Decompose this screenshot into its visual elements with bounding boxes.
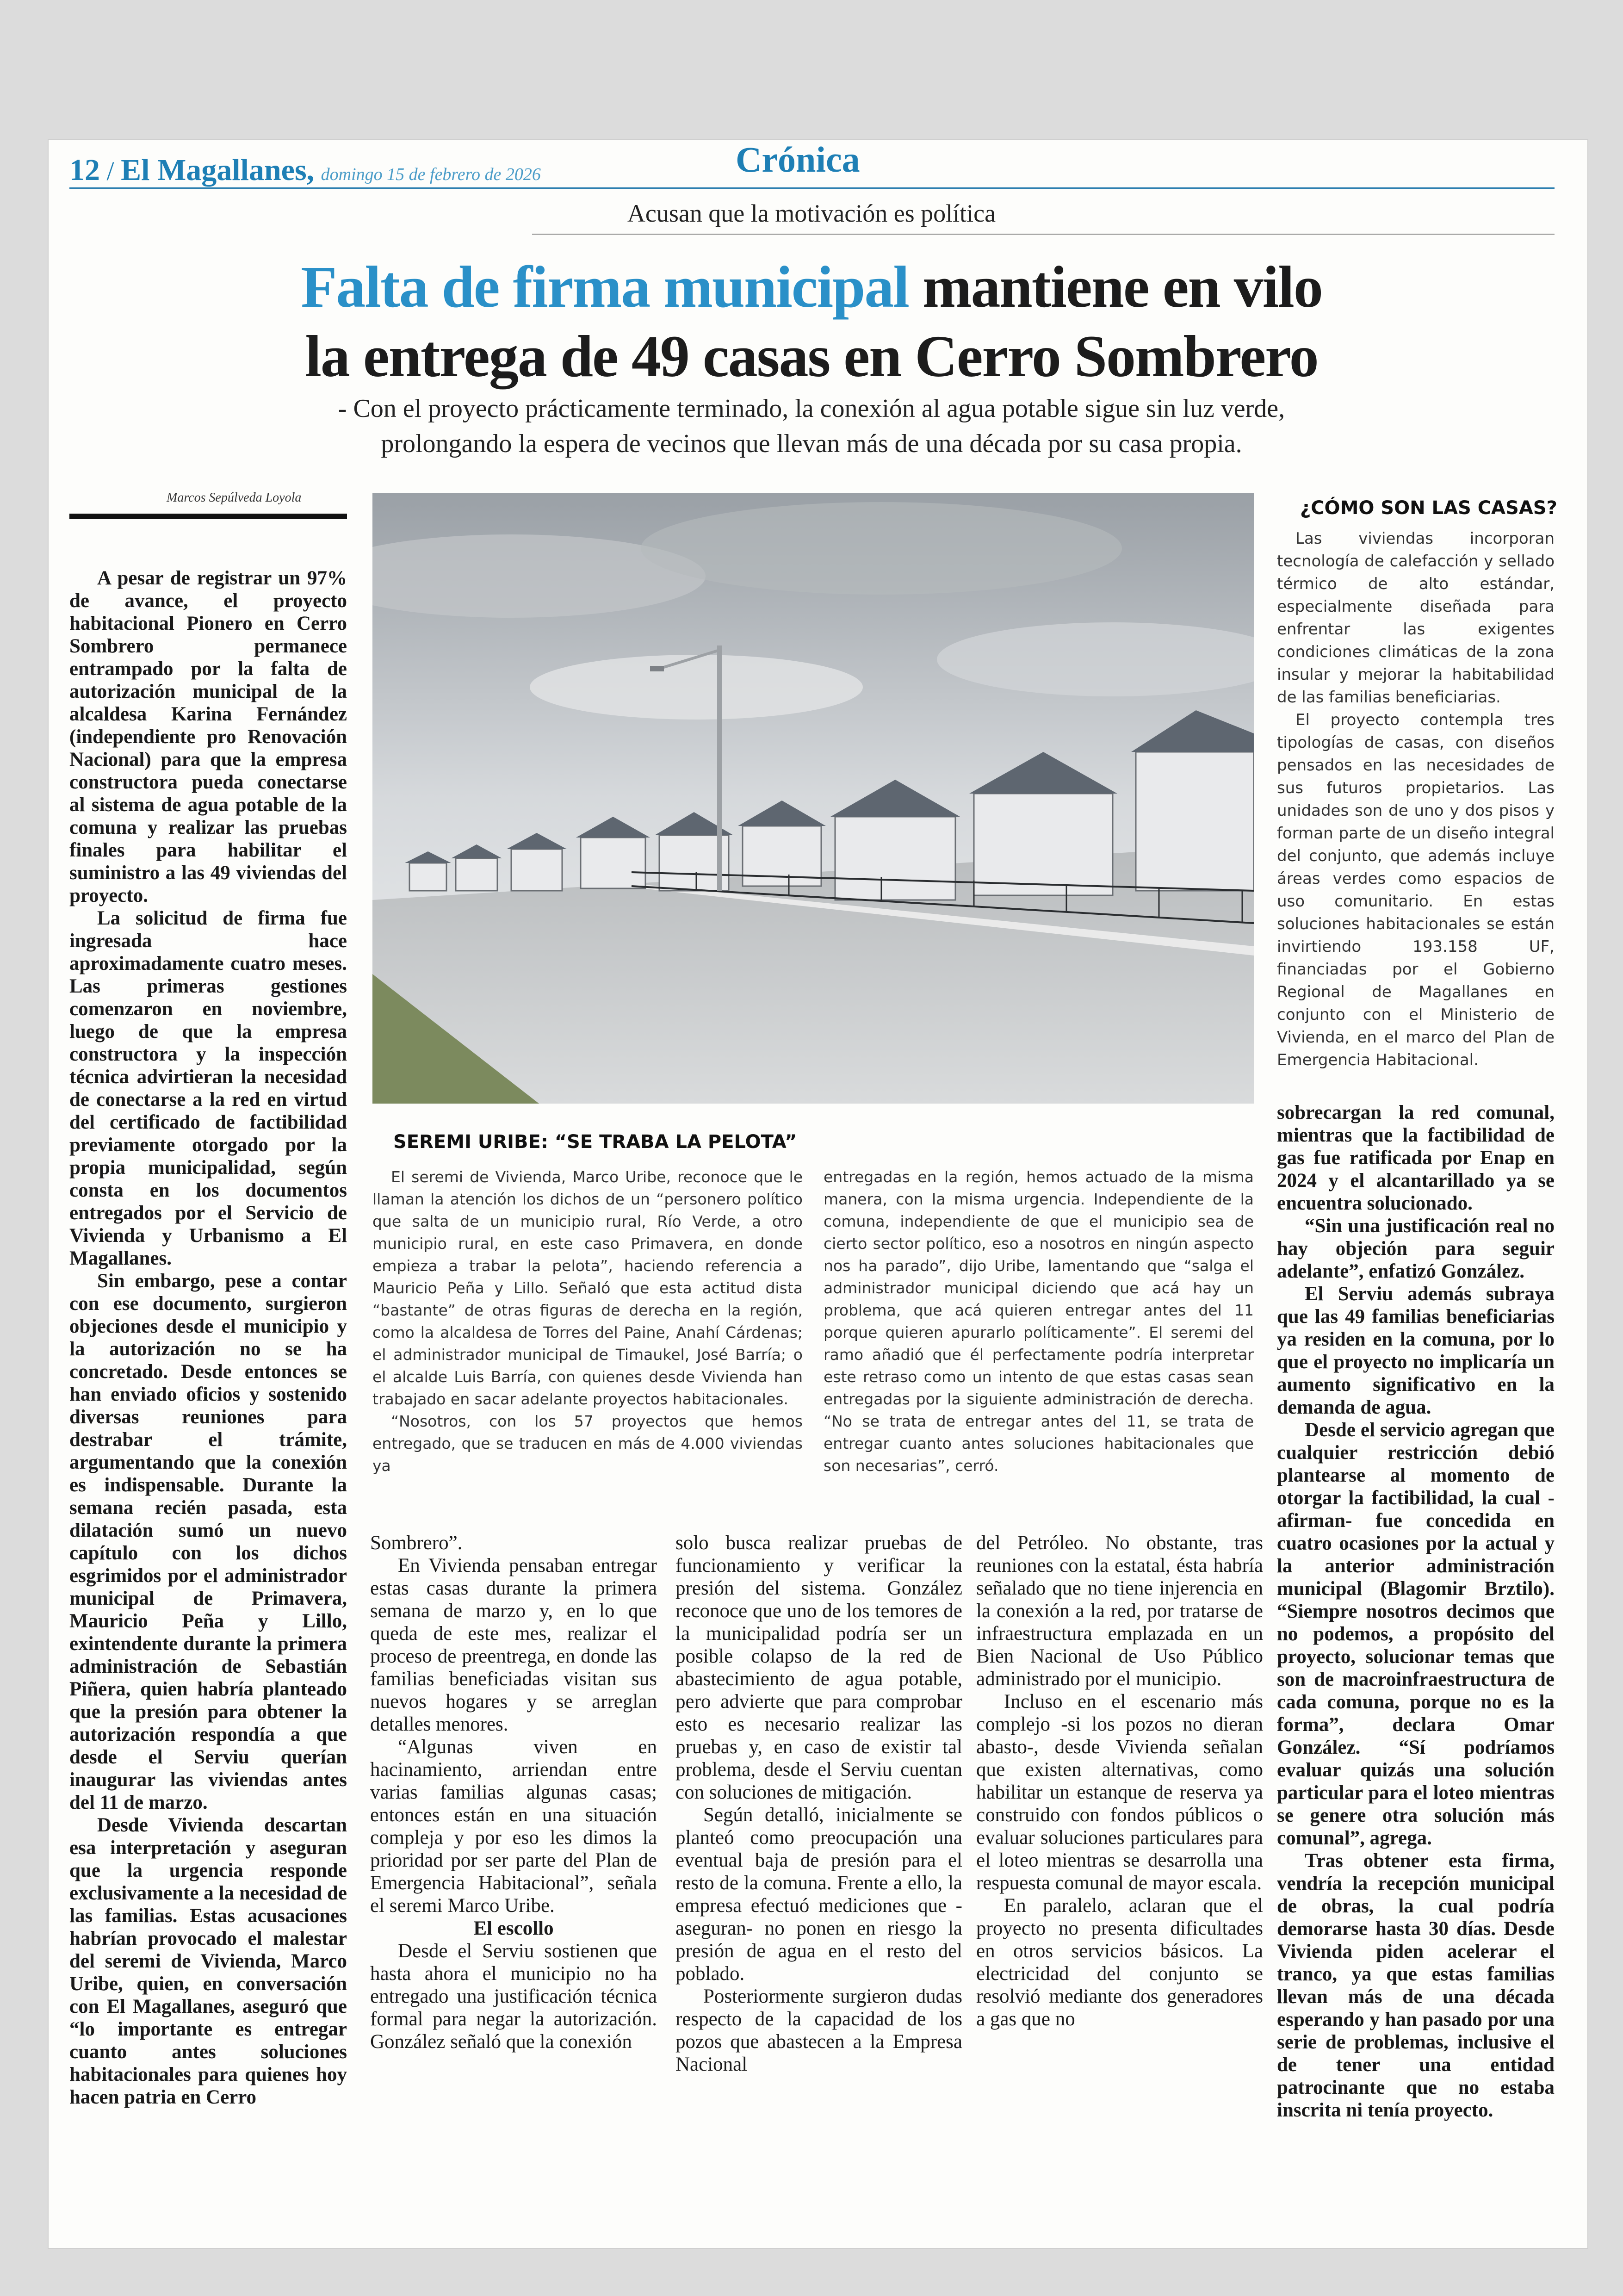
uribe-subhead: SEREMI URIBE: “SE TRABA LA PELOTA” xyxy=(393,1131,797,1153)
paragraph: Según detalló, inicialmente se planteó como preocupación una eventual baja de presión para el resto de la comuna. Frente a ello, la empresa efectuó mediciones que -aseguran- no ponen en riesgo la presión de agua en el resto del poblado. xyxy=(675,1804,962,1985)
deck-line-2: prolongando la espera de vecinos que llevan más de una década por su casa propia. xyxy=(381,429,1242,458)
paragraph: sobrecargan la red comunal, mientras que la factibilidad de gas fue ratificada por Enap en 2024 y el alcantarillado ya se encuentra solucionado. xyxy=(1277,1102,1555,1214)
uribe-column-a xyxy=(372,1166,803,1477)
page-folio xyxy=(69,153,541,188)
issue-date: domingo 15 de febrero de 2026 xyxy=(321,165,541,184)
paragraph: En paralelo, aclaran que el proyecto no presenta dificultades en otros servicios básicos. La electricidad del conjunto se resolvió mediante dos generadores a gas que no xyxy=(976,1895,1263,2030)
paragraph: del Petróleo. No obstante, tras reuniones con la estatal, ésta habría señalado que no tiene injerencia en la conexión a la red, por tratarse de infraestructura emplazada en un Bien Nacional de Uso Público administrado por el municipio. xyxy=(976,1532,1263,1690)
paragraph: Desde Vivienda descartan esa interpretación y aseguran que la urgencia responde exclusivamente a la necesidad de las familias. Estas acusaciones habrían provocado el malestar del seremi de Vivienda, Marco Uribe, quien, en conversación con El Magallanes, aseguró que “lo importante es entregar cuanto antes soluciones habitacionales para quienes hoy hacen patria en Cerro xyxy=(69,1814,347,2108)
byline: Marcos Sepúlveda Loyola xyxy=(167,490,302,505)
paragraph: La solicitud de firma fue ingresada hace aproximadamente cuatro meses. Las primeras gestiones comenzaron en noviembre, luego de que la empresa constructora y la inspección técnica advirtieran la necesidad de conectarse a la red en virtud del certificado de factibilidad previamente otorgado por la propia municipalidad, según consta en los documentos entregados por el Servicio de Vivienda y Urbanismo a El Magallanes. xyxy=(69,907,347,1269)
header-rule xyxy=(69,187,1555,189)
paragraph: Sombrero”. xyxy=(370,1532,463,1554)
page-number: 12 xyxy=(69,153,100,187)
paragraph: Posteriormente surgieron dudas respecto de la capacidad de los pozos que abastecen a la Empresa Nacional xyxy=(675,1986,962,2075)
paragraph: “Nosotros, con los 57 proyectos que hemos entregado, que se traducen en más de 4.000 viviendas ya xyxy=(372,1412,803,1475)
kicker-rule xyxy=(532,234,1555,235)
paragraph: solo busca realizar pruebas de funcionamiento y verificar la presión del sistema. González reconoce que uno de los temores de la municipalidad podría ser un posible colapso de la red de abastecimiento de agua potable, pero advierte que para comprobar esto es necesario realizar las pruebas y, en caso de existir tal problema, desde el Serviu cuentan con soluciones de mitigación. xyxy=(675,1532,962,1803)
column-4 xyxy=(976,1532,1263,2030)
paper-name: El Magallanes, xyxy=(121,153,315,187)
byline-rule xyxy=(69,514,347,519)
headline-highlight: Falta de firma municipal xyxy=(301,254,909,320)
paragraph: Tras obtener esta firma, vendría la recepción municipal de obras, la cual podría demorarse hasta 30 días. Desde Vivienda piden acelerar el tranco, ya que estas familias llevan más de una década esperando y han pasado por una serie de problemas, inclusive el de tener una entidad patrocinante que no estaba inscrita ni tenía proyecto. xyxy=(1277,1850,1555,2121)
column-5 xyxy=(1277,1101,1555,2122)
deck xyxy=(0,391,1623,461)
uribe-column-b xyxy=(824,1166,1254,1477)
headline-rest: mantiene en vilo xyxy=(908,254,1322,320)
paragraph: “Sin una justificación real no hay objeción para seguir adelante”, enfatizó González. xyxy=(1277,1215,1555,1282)
paragraph: Desde el servicio agregan que cualquier restricción debió plantearse al momento de otorgar la factibilidad, la cual -afirman- fue concedida en cuatro ocasiones por la actual y la anterior administración municipal (Blagomir Brztilo). “Siempre nosotros decimos que no podemos, a propósito del proyecto, solucionar temas que son de macroinfraestructura de cada comuna, porque no es la forma”, declara Omar González. “Sí podríamos evaluar quizás una solución particular para el loteo mientras se genere otra solución más comunal”, agrega. xyxy=(1277,1419,1555,1849)
column-2 xyxy=(370,1532,657,2053)
paragraph: Incluso en el escenario más complejo -si los pozos no dieran abasto-, desde Vivienda señalan que existen alternativas, como habilitar un estanque de reserva ya construido con fondos públicos o evaluar soluciones particulares para el loteo mientras se desarrolla una respuesta comunal de mayor escala. xyxy=(976,1691,1263,1894)
scan-margin xyxy=(0,0,1623,139)
folio-separator: / xyxy=(106,156,114,186)
paragraph: El Serviu además subraya que las 49 familias beneficiarias ya residen en la comuna, por lo que el proyecto no implicaría un aumento significativo en la demanda de agua. xyxy=(1277,1283,1555,1418)
paragraph: Desde el Serviu sostienen que hasta ahora el municipio no ha entregado una justificación técnica formal para negar la autorización. González señaló que la conexión xyxy=(370,1940,657,2053)
housing-photo xyxy=(372,493,1254,1104)
escollo-subhead: El escollo xyxy=(473,1917,554,1939)
headline-line-2: la entrega de 49 casas en Cerro Sombrero xyxy=(305,323,1318,389)
paragraph: El proyecto contempla tres tipologías de casas, con diseños pensados en las necesidades de sus futuros propietarios. Las unidades son de uno y dos pisos y forman parte de un diseño integral del conjunto, que además incluye áreas verdes como espacios de uso comunitario. En estas soluciones habitacionales se están invirtiendo 193.158 UF, financiadas por el Gobierno Regional de Magallanes en conjunto con el Ministerio de Vivienda, en el marco del Plan de Emergencia Habitacional. xyxy=(1277,711,1555,1069)
headline xyxy=(0,252,1623,391)
casas-box-title: ¿CÓMO SON LAS CASAS? xyxy=(1300,497,1557,519)
paragraph: En Vivienda pensaban entregar estas casas durante la primera semana de marzo y, en lo que queda de este mes, realizar el proceso de preentrega, en donde las familias beneficiadas visitan sus nuevos hogares y se arreglan detalles menores. xyxy=(370,1555,657,1735)
column-3 xyxy=(675,1532,962,2076)
paragraph: El seremi de Vivienda, Marco Uribe, reconoce que le llaman la atención los dichos de un “personero político que salta de un municipio rural, Río Verde, a otro municipio rural, en este caso Primavera, en donde empieza a trabar la pelota”, haciendo referencia a Mauricio Peña y Lillo. Señaló que esta actitud dista “bastante” de otras figuras de derecha en la región, como la alcaldesa de Torres del Paine, Anahí Cárdenas; el administrador municipal de Timaukel, José Barría; o el alcalde Luis Barría, con quienes desde Vivienda han trabajado en sacar adelante proyectos habitacionales. xyxy=(372,1168,803,1408)
paragraph: Sin embargo, pese a contar con ese documento, surgieron objeciones desde el municipio y la autorización no se ha concretado. Desde entonces se han enviado oficios y sostenido diversas reuniones para destrabar el trámite, argumentando que la conexión es indispensable. Durante la semana recién pasada, esta dilatación sumó un nuevo capítulo con los dichos esgrimidos por el administrador municipal de Primavera, Mauricio Peña y Lillo, exintendente durante la primera administración de Sebastián Piñera, quien habría planteado que la presión para obtener la autorización respondía a que desde el Serviu querían inaugurar las viviendas antes del 11 de marzo. xyxy=(69,1270,347,1813)
deck-line-1: - Con el proyecto prácticamente terminado, la conexión al agua potable sigue sin luz verde, xyxy=(338,394,1285,423)
casas-box-text xyxy=(1277,527,1555,1072)
paragraph: entregadas en la región, hemos actuado de la misma manera, con la misma urgencia. Independiente de la comuna, independiente de que el municipio sea de cierto sector político, eso a nosotros en ningún aspecto nos ha parado”, dijo Uribe, lamentando que “salga el administrador municipal diciendo que acá hay un problema, que acá quieren entregar antes del 11 porque quieren apurarlo políticamente”. El seremi del ramo añadió que él perfectamente podría interpretar este retraso como un intento de que estas casas sean entregadas por la siguiente administración de derecha. “No se trata de entregar antes del 11, se trata de entregar cuanto antes soluciones habitacionales que son necesarias”, cerró. xyxy=(824,1168,1254,1475)
photo-illustration xyxy=(372,493,1254,1104)
section-title: Crónica xyxy=(736,139,860,180)
paragraph: “Algunas viven en hacinamiento, arriendan entre varias familias algunas casas; entonces están en una situación compleja y por eso les dimos la prioridad por ser parte del Plan de Emergencia Habitacional”, señala el seremi Marco Uribe. xyxy=(370,1736,657,1917)
paragraph: A pesar de registrar un 97% de avance, el proyecto habitacional Pionero en Cerro Sombrero permanece entrampado por la falta de autorización municipal de la alcaldesa Karina Fernández (independiente pro Renovación Nacional) para que la empresa constructora pueda conectarse al sistema de agua potable de la comuna y realizar las pruebas finales para habilitar el suministro a las 49 viviendas del proyecto. xyxy=(69,567,347,906)
kicker: Acusan que la motivación es política xyxy=(627,199,996,227)
paragraph: Las viviendas incorporan tecnología de calefacción y sellado térmico de alto estándar, especialmente diseñada para enfrentar las exigentes condiciones climáticas de la zona insular y mejorar la habitabilidad de las familias beneficiarias. xyxy=(1277,529,1555,707)
column-1 xyxy=(69,567,347,2109)
